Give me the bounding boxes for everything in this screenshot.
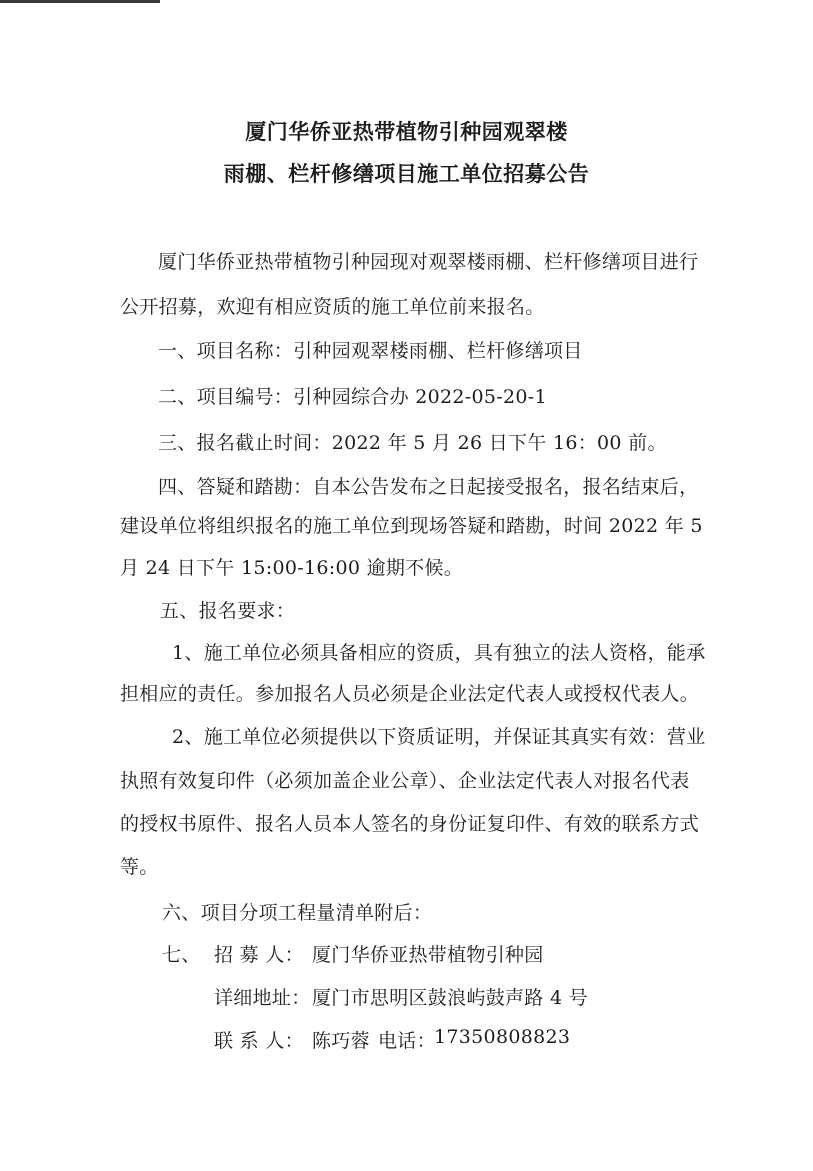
qa-site-visit-line-3: 月 24 日下午 15:00-16:00 逾期不候。 — [120, 557, 464, 579]
address-label: 详细地址： — [214, 987, 311, 1009]
title-line-1: 厦门华侨亚热带植物引种园观翠楼 — [245, 120, 568, 144]
project-name: 一、项目名称：引种园观翠楼雨棚、栏杆修缮项目 — [158, 340, 583, 362]
contact-label: 联 系 人： — [214, 1030, 304, 1052]
requirement-2-line-3: 的授权书原件、报名人员本人签名的身份证复印件、有效的联系方式 — [120, 813, 700, 835]
title-line-2: 雨棚、栏杆修缮项目施工单位招募公告 — [223, 162, 590, 186]
intro-line-2: 公开招募，欢迎有相应资质的施工单位前来报名。 — [120, 296, 545, 318]
registration-deadline: 三、报名截止时间：2022 年 5 月 26 日下午 16：00 前。 — [158, 432, 667, 454]
requirement-2-line-1: 2、施工单位必须提供以下资质证明，并保证其真实有效：营业 — [172, 726, 706, 748]
project-number: 二、项目编号：引种园综合办 2022-05-20-1 — [158, 386, 547, 408]
recruiter-number: 七、 — [162, 944, 201, 966]
qa-site-visit-line-1: 四、答疑和踏勘：自本公告发布之日起接受报名，报名结束后， — [158, 476, 699, 498]
requirement-1-line-1: 1、施工单位必须具备相应的资质，具有独立的法人资格，能承 — [172, 642, 706, 664]
intro-line-1: 厦门华侨亚热带植物引种园现对观翠楼雨棚、栏杆修缮项目进行 — [158, 251, 699, 273]
phone-label: 电话： — [378, 1030, 436, 1052]
address-value: 厦门市思明区鼓浪屿鼓声路 4 号 — [312, 987, 588, 1009]
scan-edge-mark — [0, 0, 160, 3]
phone-value: 17350808823 — [434, 1026, 571, 1048]
requirement-1-line-2: 担相应的责任。参加报名人员必须是企业法定代表人或授权代表人。 — [120, 683, 700, 705]
qa-site-visit-line-2: 建设单位将组织报名的施工单位到现场答疑和踏勘，时间 2022 年 5 — [120, 515, 703, 537]
requirement-2-line-4: 等。 — [120, 856, 159, 878]
requirement-2-line-2: 执照有效复印件（必须加盖企业公章）、企业法定代表人对报名代表 — [120, 770, 690, 792]
recruiter-label: 招 募 人： — [214, 944, 304, 966]
requirements-heading: 五、报名要求： — [160, 600, 296, 622]
recruiter-value: 厦门华侨亚热带植物引种园 — [312, 944, 544, 966]
quantity-list-note: 六、项目分项工程量清单附后： — [162, 902, 433, 924]
contact-value: 陈巧蓉 — [312, 1030, 370, 1052]
